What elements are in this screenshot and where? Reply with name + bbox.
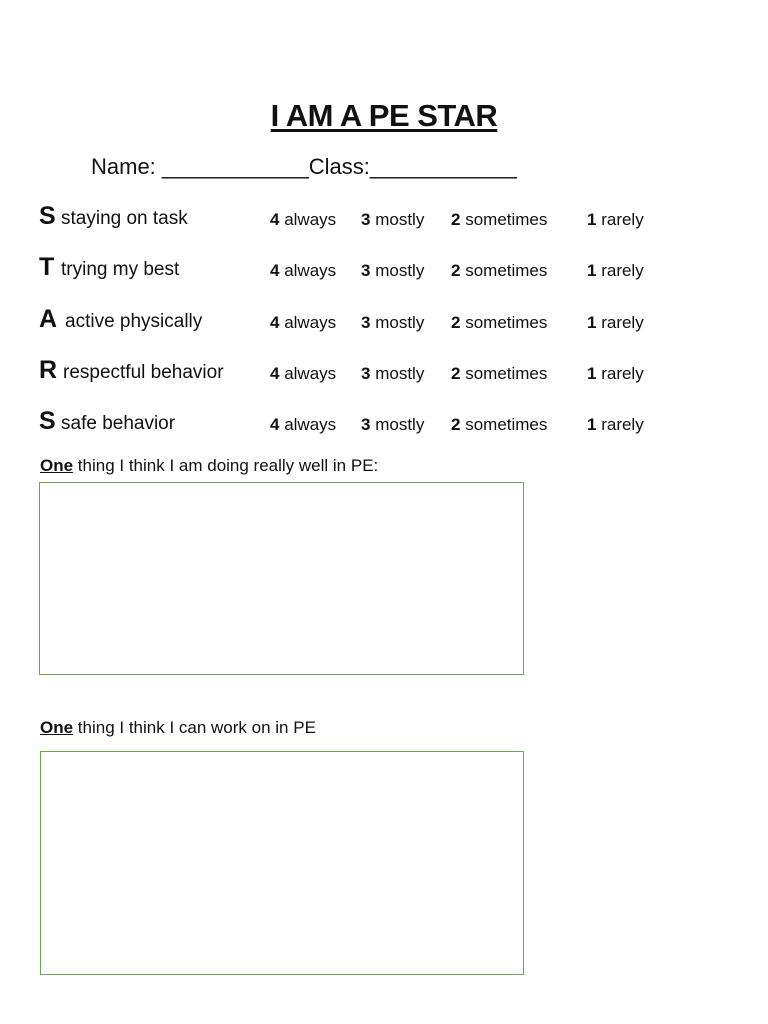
rating-number: 3	[361, 364, 371, 383]
rating-number: 3	[361, 210, 371, 229]
rating-number: 1	[587, 261, 597, 280]
prompt-text: thing I think I am doing really well in PE:	[73, 456, 379, 475]
prompt-emphasis: One	[40, 456, 74, 475]
rating-option-1[interactable]	[587, 364, 644, 384]
star-letter: S	[39, 407, 56, 435]
prompt-work-on	[40, 718, 316, 738]
star-letter: S	[39, 202, 56, 230]
rating-option-3[interactable]	[361, 415, 424, 435]
star-row-a-active	[39, 305, 739, 335]
rating-number: 4	[270, 313, 280, 332]
rating-word: rarely	[601, 415, 644, 434]
rating-number: 3	[361, 313, 371, 332]
rating-option-1[interactable]	[587, 415, 644, 435]
rating-number: 1	[587, 364, 597, 383]
rating-number: 4	[270, 210, 280, 229]
rating-option-4[interactable]	[270, 415, 336, 435]
prompt-doing-well	[40, 456, 378, 476]
rating-option-3[interactable]	[361, 364, 424, 384]
name-class-line[interactable]: Name: ____________Class:____________	[91, 154, 517, 179]
rating-word: rarely	[601, 313, 644, 332]
star-label: trying my best	[61, 259, 180, 280]
rating-number: 4	[270, 261, 280, 280]
rating-word: always	[284, 261, 337, 280]
star-letter: T	[39, 253, 55, 281]
rating-word: sometimes	[465, 210, 548, 229]
rating-word: rarely	[601, 210, 644, 229]
star-label: respectful behavior	[63, 362, 224, 383]
star-row-t-trying	[39, 253, 739, 283]
rating-option-4[interactable]	[270, 313, 336, 333]
rating-option-2[interactable]	[451, 210, 547, 230]
rating-option-2[interactable]	[451, 364, 547, 384]
rating-number: 1	[587, 210, 597, 229]
rating-word: mostly	[375, 261, 425, 280]
rating-option-1[interactable]	[587, 261, 644, 281]
rating-word: rarely	[601, 261, 644, 280]
rating-number: 4	[270, 415, 280, 434]
prompt-text: thing I think I can work on in PE	[73, 718, 316, 737]
rating-option-3[interactable]	[361, 313, 424, 333]
rating-option-4[interactable]	[270, 364, 336, 384]
star-label: staying on task	[61, 208, 188, 229]
answer-box-doing-well[interactable]	[39, 482, 524, 675]
rating-word: always	[284, 415, 337, 434]
answer-box-work-on[interactable]	[40, 751, 524, 975]
rating-number: 3	[361, 261, 371, 280]
star-row-r-respectful	[39, 356, 739, 386]
rating-word: always	[284, 313, 337, 332]
star-label: active physically	[65, 311, 203, 332]
rating-number: 2	[451, 364, 461, 383]
rating-word: sometimes	[465, 364, 548, 383]
prompt-emphasis: One	[40, 718, 74, 737]
rating-word: mostly	[375, 210, 425, 229]
star-row-s-staying	[39, 202, 739, 232]
rating-option-3[interactable]	[361, 261, 424, 281]
rating-option-2[interactable]	[451, 261, 547, 281]
rating-number: 3	[361, 415, 371, 434]
star-letter: R	[39, 356, 58, 384]
rating-number: 1	[587, 415, 597, 434]
rating-option-4[interactable]	[270, 261, 336, 281]
star-row-s-safe	[39, 407, 739, 437]
rating-number: 1	[587, 313, 597, 332]
rating-word: mostly	[375, 313, 425, 332]
rating-word: always	[284, 364, 337, 383]
star-label: safe behavior	[61, 413, 176, 434]
rating-word: sometimes	[465, 415, 548, 434]
rating-word: sometimes	[465, 313, 548, 332]
rating-number: 2	[451, 415, 461, 434]
rating-option-4[interactable]	[270, 210, 336, 230]
rating-option-1[interactable]	[587, 210, 644, 230]
rating-word: rarely	[601, 364, 644, 383]
rating-word: always	[284, 210, 337, 229]
rating-option-2[interactable]	[451, 415, 547, 435]
rating-number: 2	[451, 313, 461, 332]
page-title: I AM A PE STAR	[270, 98, 498, 133]
rating-word: sometimes	[465, 261, 548, 280]
star-letter: A	[39, 305, 58, 333]
rating-word: mostly	[375, 364, 425, 383]
rating-number: 2	[451, 210, 461, 229]
rating-number: 2	[451, 261, 461, 280]
rating-option-3[interactable]	[361, 210, 424, 230]
rating-word: mostly	[375, 415, 425, 434]
rating-number: 4	[270, 364, 280, 383]
rating-option-1[interactable]	[587, 313, 644, 333]
rating-option-2[interactable]	[451, 313, 547, 333]
